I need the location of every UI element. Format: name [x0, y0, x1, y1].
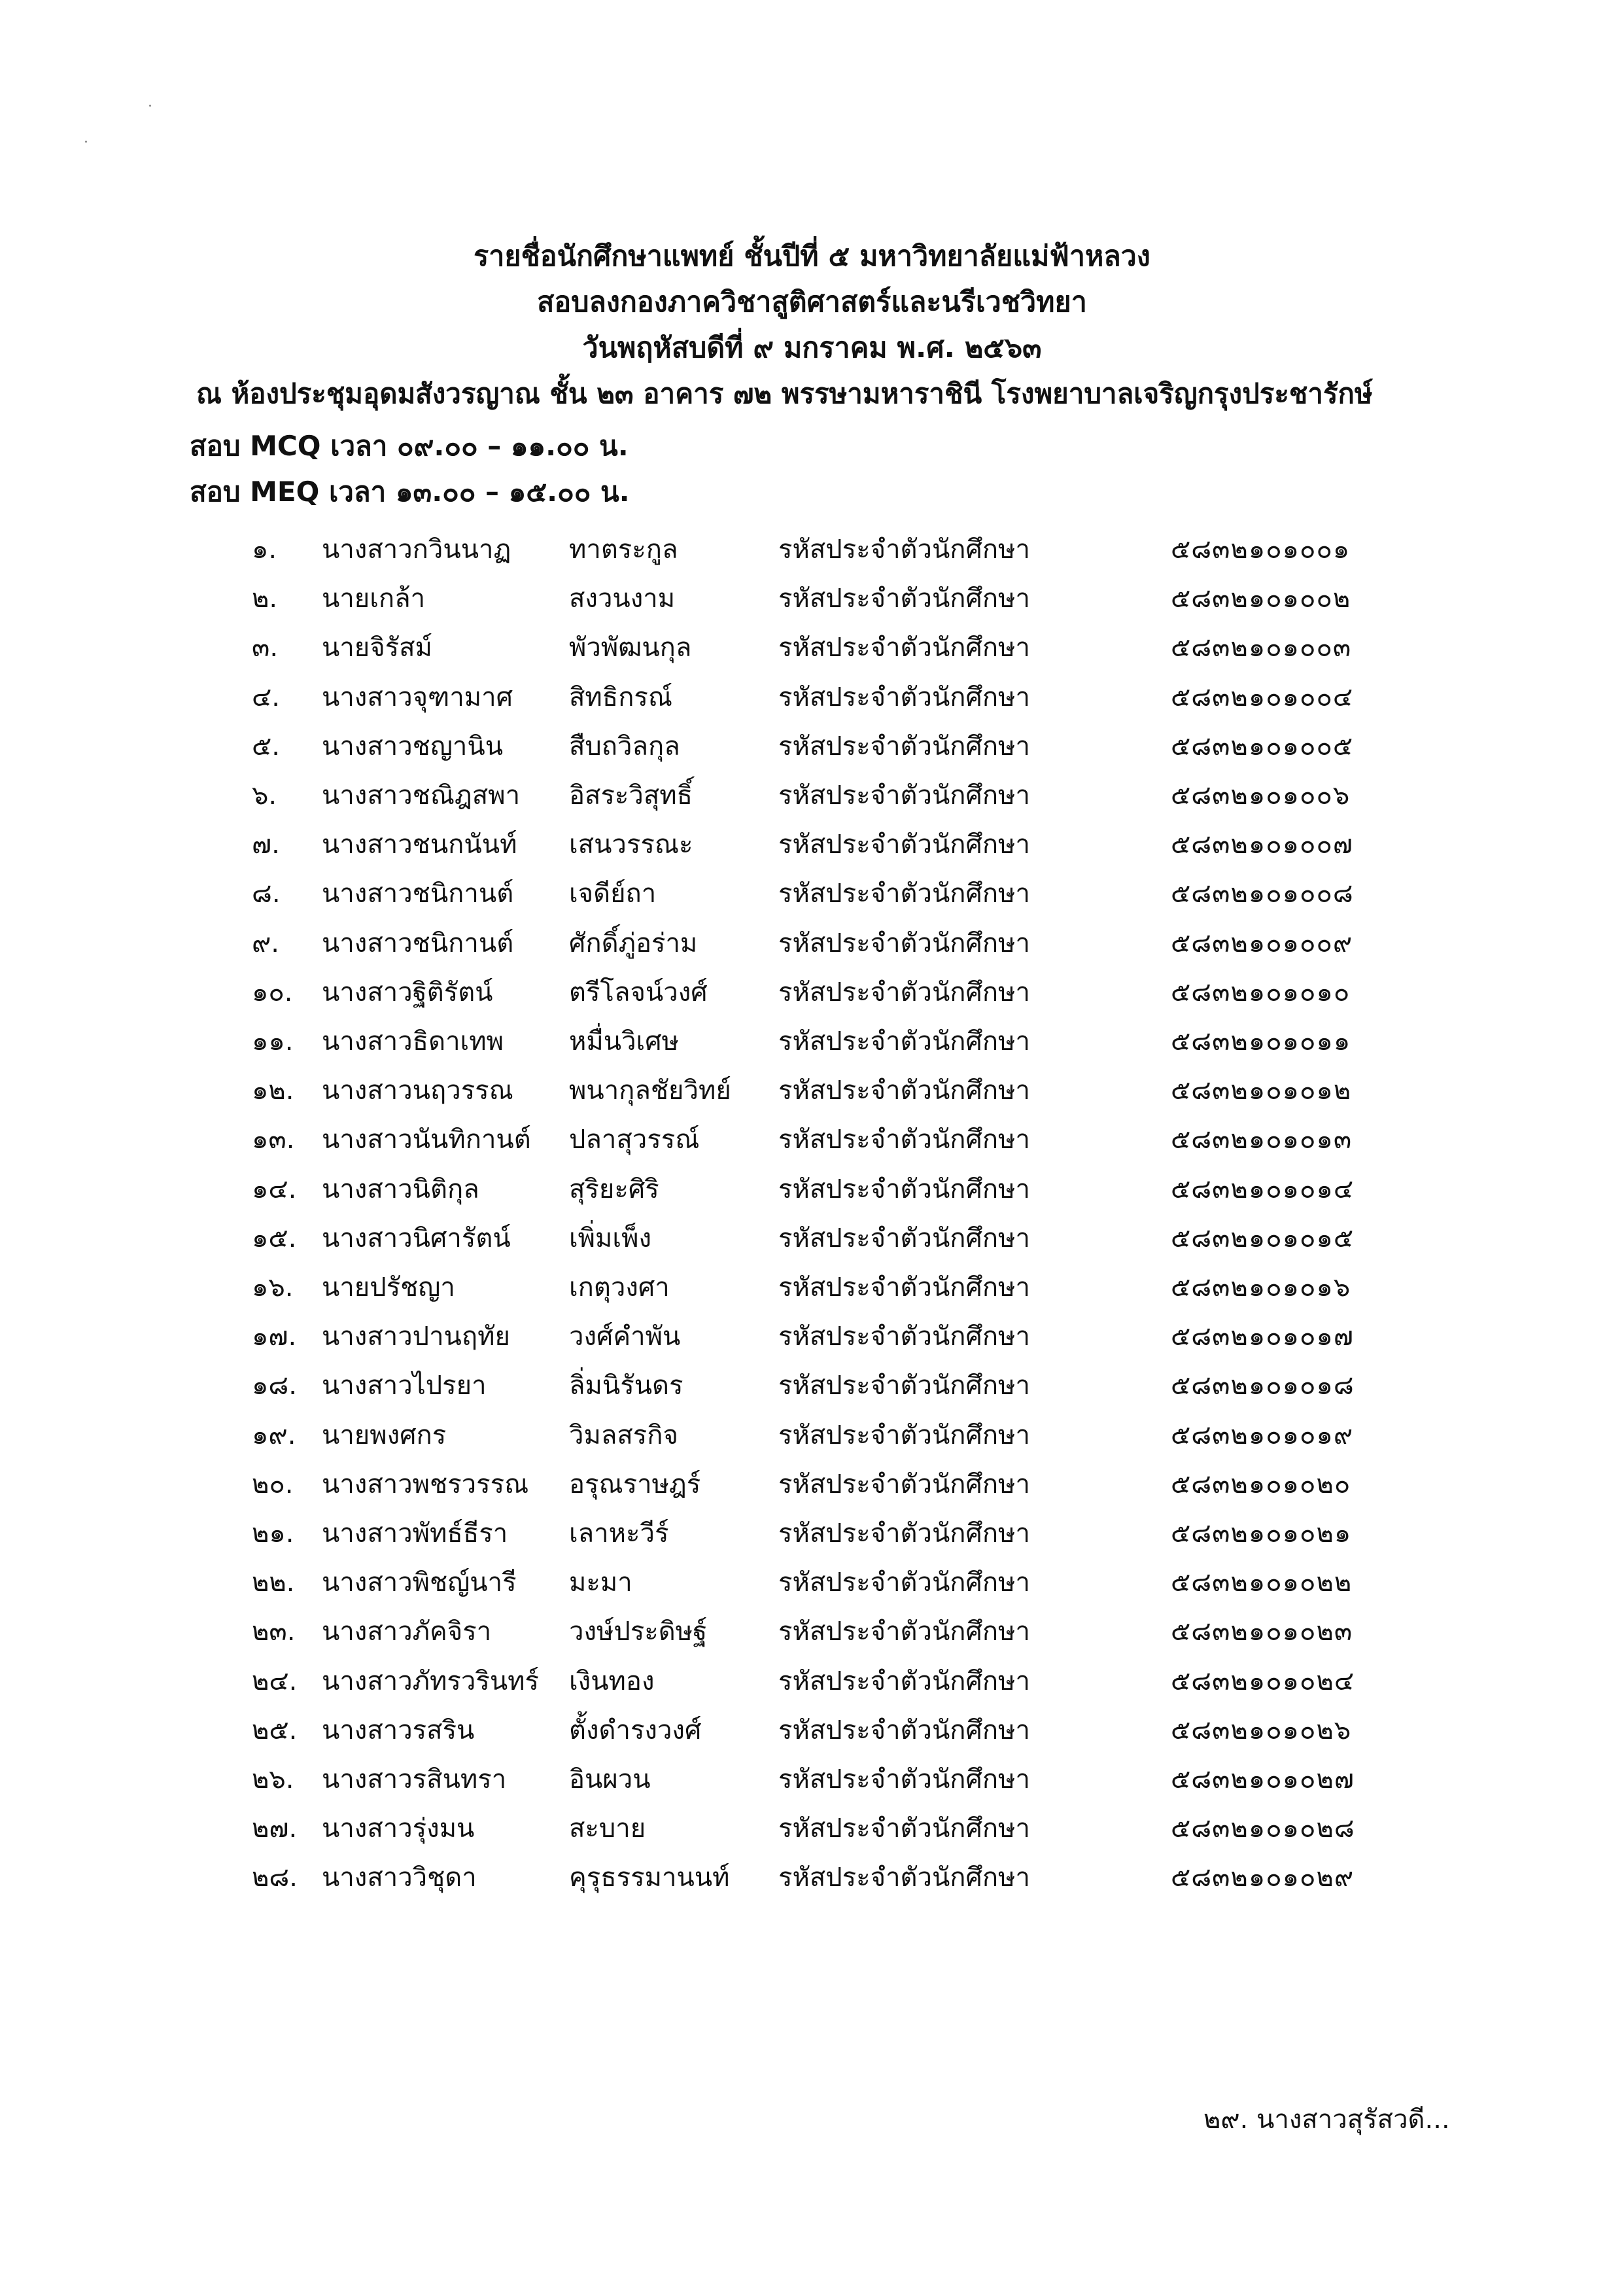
student-last-name: ตั้งดำรงวงศ์: [569, 1715, 702, 1745]
student-id: ๕๘๓๒๑๐๑๐๑๐: [1171, 977, 1351, 1007]
student-first-name: นางสาวรสินทรา: [322, 1764, 507, 1795]
student-id-label: รหัสประจำตัวนักศึกษา: [778, 1174, 1030, 1204]
student-row: [0, 1071, 1624, 1120]
student-id: ๕๘๓๒๑๐๑๐๐๒: [1171, 584, 1351, 614]
student-id: ๕๘๓๒๑๐๑๐๑๙: [1171, 1420, 1354, 1450]
title-line-2: สอบลงกองภาควิชาสูติศาสตร์และนรีเวชวิทยา: [537, 286, 1087, 319]
student-id-label: รหัสประจำตัวนักศึกษา: [778, 1764, 1030, 1795]
student-row: [0, 628, 1624, 677]
student-row: [0, 678, 1624, 727]
student-id: ๕๘๓๒๑๐๑๐๒๒: [1171, 1567, 1353, 1598]
student-number: ๓.: [252, 633, 279, 663]
continued-next-entry: ๒๙. นางสาวสุรัสวดี...: [1203, 2105, 1450, 2135]
student-row: [0, 924, 1624, 973]
student-id-label: รหัสประจำตัวนักศึกษา: [778, 1715, 1030, 1745]
student-id: ๕๘๓๒๑๐๑๐๒๓: [1171, 1617, 1353, 1647]
student-number: ๒๑.: [252, 1518, 294, 1549]
student-number: ๒๔.: [252, 1666, 298, 1696]
student-id-label: รหัสประจำตัวนักศึกษา: [778, 1567, 1030, 1598]
student-number: ๒๒.: [252, 1567, 295, 1598]
student-id-label: รหัสประจำตัวนักศึกษา: [778, 1272, 1030, 1303]
student-id-label: รหัสประจำตัวนักศึกษา: [778, 584, 1030, 614]
student-last-name: เสนวรรณะ: [569, 830, 693, 860]
student-row: [0, 1317, 1624, 1366]
student-first-name: นางสาวภัคจิรา: [322, 1617, 492, 1647]
student-number: ๑๗.: [252, 1322, 297, 1352]
student-first-name: นางสาวภัทรวรินทร์: [322, 1666, 540, 1696]
student-last-name: อินผวน: [569, 1764, 651, 1795]
student-row: [0, 1219, 1624, 1268]
student-number: ๑๕.: [252, 1223, 297, 1253]
student-first-name: นางสาวพัทธ์ธีรา: [322, 1518, 508, 1549]
student-last-name: วิมลสรกิจ: [569, 1420, 678, 1450]
student-last-name: มะมา: [569, 1567, 632, 1598]
student-row: [0, 1662, 1624, 1711]
student-id-label: รหัสประจำตัวนักศึกษา: [778, 534, 1030, 565]
student-number: ๑.: [252, 534, 277, 565]
student-id: ๕๘๓๒๑๐๑๐๒๔: [1171, 1666, 1355, 1696]
student-id-label: รหัสประจำตัวนักศึกษา: [778, 1371, 1030, 1401]
student-row: [0, 1120, 1624, 1169]
student-id-label: รหัสประจำตัวนักศึกษา: [778, 879, 1030, 909]
student-last-name: อิสระวิสุทธิ์: [569, 780, 693, 811]
student-last-name: พัวพัฒนกุล: [569, 633, 692, 663]
student-first-name: นางสาวกวินนาฏ: [322, 534, 511, 565]
student-id: ๕๘๓๒๑๐๑๐๑๓: [1171, 1125, 1353, 1155]
student-number: ๒.: [252, 584, 278, 614]
student-id-label: รหัสประจำตัวนักศึกษา: [778, 1076, 1030, 1106]
student-id-label: รหัสประจำตัวนักศึกษา: [778, 1322, 1030, 1352]
student-id-label: รหัสประจำตัวนักศึกษา: [778, 1813, 1030, 1844]
student-id: ๕๘๓๒๑๐๑๐๒๙: [1171, 1863, 1355, 1893]
student-first-name: นายจิรัสม์: [322, 633, 432, 663]
student-first-name: นางสาวนิติกุล: [322, 1174, 479, 1204]
student-first-name: นางสาวชนิกานต์: [322, 879, 514, 909]
student-last-name: สะบาย: [569, 1813, 646, 1844]
student-first-name: นางสาวนิศารัตน์: [322, 1223, 511, 1253]
student-number: ๒๐.: [252, 1469, 294, 1499]
student-number: ๑๖.: [252, 1272, 294, 1303]
student-row: [0, 1809, 1624, 1858]
student-id: ๕๘๓๒๑๐๑๐๑๔: [1171, 1174, 1355, 1204]
student-last-name: ลิ่มนิรันดร: [569, 1371, 683, 1401]
student-number: ๑๘.: [252, 1371, 297, 1401]
student-id: ๕๘๓๒๑๐๑๐๒๐: [1171, 1469, 1351, 1499]
student-id-label: รหัสประจำตัวนักศึกษา: [778, 633, 1030, 663]
student-id: ๕๘๓๒๑๐๑๐๐๙: [1171, 928, 1353, 958]
student-id-label: รหัสประจำตัวนักศึกษา: [778, 1666, 1030, 1696]
student-id: ๕๘๓๒๑๐๑๐๐๕: [1171, 731, 1354, 762]
student-first-name: นางสาวรสริน: [322, 1715, 475, 1745]
student-number: ๗.: [252, 830, 280, 860]
student-number: ๑๙.: [252, 1420, 296, 1450]
student-last-name: วงษ์ประดิษฐ์: [569, 1617, 708, 1647]
student-number: ๑๐.: [252, 977, 293, 1007]
student-id-label: รหัสประจำตัวนักศึกษา: [778, 830, 1030, 860]
student-last-name: ศักดิ์ภู่อร่าม: [569, 928, 698, 958]
student-first-name: นางสาวจุฑามาศ: [322, 682, 513, 712]
student-last-name: สืบถวิลกุล: [569, 731, 680, 762]
student-id-label: รหัสประจำตัวนักศึกษา: [778, 1026, 1030, 1057]
student-id: ๕๘๓๒๑๐๑๐๒๑: [1171, 1518, 1352, 1549]
student-first-name: นางสาววิชุดา: [322, 1863, 477, 1893]
student-id: ๕๘๓๒๑๐๑๐๑๘: [1171, 1371, 1355, 1401]
student-id: ๕๘๓๒๑๐๑๐๑๑: [1171, 1026, 1351, 1057]
student-row: [0, 825, 1624, 874]
student-number: ๒๘.: [252, 1863, 298, 1893]
student-row: [0, 579, 1624, 628]
student-id-label: รหัสประจำตัวนักศึกษา: [778, 977, 1030, 1007]
student-row: [0, 1760, 1624, 1809]
student-last-name: หมื่นวิเศษ: [569, 1026, 679, 1057]
student-last-name: ตรีโลจน์วงศ์: [569, 977, 708, 1007]
student-id-label: รหัสประจำตัวนักศึกษา: [778, 1469, 1030, 1499]
student-row: [0, 1170, 1624, 1219]
student-row: [0, 1711, 1624, 1760]
student-row: [0, 1514, 1624, 1563]
student-id-label: รหัสประจำตัวนักศึกษา: [778, 1863, 1030, 1893]
student-first-name: นางสาวปานฤทัย: [322, 1322, 510, 1352]
title-line-3: วันพฤหัสบดีที่ ๙ มกราคม พ.ศ. ๒๕๖๓: [582, 332, 1042, 364]
student-row: [0, 1022, 1624, 1071]
student-last-name: ปลาสุวรรณ์: [569, 1125, 700, 1155]
student-last-name: เจดีย์ถา: [569, 879, 657, 909]
student-id-label: รหัสประจำตัวนักศึกษา: [778, 780, 1030, 811]
student-id-label: รหัสประจำตัวนักศึกษา: [778, 731, 1030, 762]
student-first-name: นางสาวชณิฎสพา: [322, 780, 521, 811]
student-first-name: นางสาวชนิกานต์: [322, 928, 514, 958]
student-first-name: นางสาวนฤวรรณ: [322, 1076, 513, 1106]
student-first-name: นางสาวธิดาเทพ: [322, 1026, 504, 1057]
student-id: ๕๘๓๒๑๐๑๐๐๓: [1171, 633, 1352, 663]
mcq-session: สอบ MCQ เวลา ๐๙.๐๐ – ๑๑.๐๐ น.: [190, 430, 629, 462]
student-last-name: วงศ์คำพัน: [569, 1322, 681, 1352]
student-last-name: พนากุลชัยวิทย์: [569, 1076, 731, 1106]
student-first-name: นางสาวรุ่งมน: [322, 1813, 475, 1844]
student-number: ๕.: [252, 731, 280, 762]
student-id: ๕๘๓๒๑๐๑๐๐๖: [1171, 780, 1351, 811]
student-last-name: อรุณราษฎร์: [569, 1469, 701, 1499]
student-id: ๕๘๓๒๑๐๑๐๐๔: [1171, 682, 1354, 712]
student-last-name: เกตุวงศา: [569, 1272, 670, 1303]
student-first-name: นางสาวพชรวรรณ: [322, 1469, 529, 1499]
student-id: ๕๘๓๒๑๐๑๐๑๖: [1171, 1272, 1351, 1303]
student-row: [0, 1858, 1624, 1907]
venue-line: ณ ห้องประชุมอุดมสังวรญาณ ชั้น ๒๓ อาคาร ๗๒ พรรษามหาราชินี โรงพยาบาลเจริญกรุงประชารักษ์: [196, 377, 1373, 410]
student-number: ๙.: [252, 928, 280, 958]
student-number: ๒๕.: [252, 1715, 298, 1745]
student-first-name: นางสาวชญานิน: [322, 731, 504, 762]
student-number: ๒๗.: [252, 1813, 298, 1844]
student-id: ๕๘๓๒๑๐๑๐๐๗: [1171, 830, 1353, 860]
student-number: ๑๑.: [252, 1026, 294, 1057]
student-number: ๘.: [252, 879, 281, 909]
student-first-name: นายพงศกร: [322, 1420, 447, 1450]
student-id: ๕๘๓๒๑๐๑๐๐๘: [1171, 879, 1354, 909]
student-last-name: เพิ่มเพ็ง: [569, 1223, 651, 1253]
title-line-1: รายชื่อนักศึกษาแพทย์ ชั้นปีที่ ๕ มหาวิทยาลัยแม่ฟ้าหลวง: [474, 240, 1150, 273]
student-first-name: นางสาวฐิติรัตน์: [322, 977, 493, 1007]
student-last-name: สุริยะศิริ: [569, 1174, 659, 1204]
student-id-label: รหัสประจำตัวนักศึกษา: [778, 1617, 1030, 1647]
student-first-name: นางสาวชนกนันท์: [322, 830, 517, 860]
student-id-label: รหัสประจำตัวนักศึกษา: [778, 1125, 1030, 1155]
student-id: ๕๘๓๒๑๐๑๐๑๗: [1171, 1322, 1354, 1352]
student-last-name: สิทธิกรณ์: [569, 682, 673, 712]
student-first-name: นางสาวไปรยา: [322, 1371, 487, 1401]
student-number: ๖.: [252, 780, 277, 811]
student-id: ๕๘๓๒๑๐๑๐๒๖: [1171, 1715, 1352, 1745]
student-last-name: เงินทอง: [569, 1666, 655, 1696]
student-number: ๒๓.: [252, 1617, 296, 1647]
student-id-label: รหัสประจำตัวนักศึกษา: [778, 1223, 1030, 1253]
student-row: [0, 1465, 1624, 1514]
student-last-name: สงวนงาม: [569, 584, 676, 614]
student-row: [0, 1268, 1624, 1317]
student-id-label: รหัสประจำตัวนักศึกษา: [778, 1420, 1030, 1450]
student-row: [0, 530, 1624, 579]
student-first-name: นายปรัชญา: [322, 1272, 455, 1303]
student-id: ๕๘๓๒๑๐๑๐๐๑: [1171, 534, 1351, 565]
student-row: [0, 973, 1624, 1022]
student-row: [0, 1366, 1624, 1415]
student-last-name: คุรุธรรมานนท์: [569, 1863, 730, 1893]
student-number: ๔.: [252, 682, 280, 712]
student-number: ๑๒.: [252, 1076, 294, 1106]
student-first-name: นายเกล้า: [322, 584, 426, 614]
student-number: ๒๖.: [252, 1764, 294, 1795]
student-first-name: นางสาวนันทิกานต์: [322, 1125, 531, 1155]
student-row: [0, 874, 1624, 923]
student-id-label: รหัสประจำตัวนักศึกษา: [778, 1518, 1030, 1549]
student-first-name: นางสาวพิชญ์นารี: [322, 1567, 517, 1598]
student-row: [0, 776, 1624, 825]
meq-session: สอบ MEQ เวลา ๑๓.๐๐ – ๑๕.๐๐ น.: [190, 476, 630, 508]
student-id: ๕๘๓๒๑๐๑๐๒๗: [1171, 1764, 1355, 1795]
student-row: [0, 727, 1624, 776]
student-row: [0, 1612, 1624, 1661]
student-id: ๕๘๓๒๑๐๑๐๒๘: [1171, 1813, 1355, 1844]
student-number: ๑๔.: [252, 1174, 297, 1204]
student-last-name: ทาตระกูล: [569, 534, 678, 565]
scan-speck: [85, 141, 87, 143]
student-id-label: รหัสประจำตัวนักศึกษา: [778, 928, 1030, 958]
student-id-label: รหัสประจำตัวนักศึกษา: [778, 682, 1030, 712]
student-number: ๑๓.: [252, 1125, 295, 1155]
scan-speck: [149, 105, 151, 107]
student-last-name: เลาหะวีร์: [569, 1518, 669, 1549]
student-row: [0, 1416, 1624, 1465]
student-id: ๕๘๓๒๑๐๑๐๑๒: [1171, 1076, 1352, 1106]
student-row: [0, 1563, 1624, 1612]
student-id: ๕๘๓๒๑๐๑๐๑๕: [1171, 1223, 1355, 1253]
